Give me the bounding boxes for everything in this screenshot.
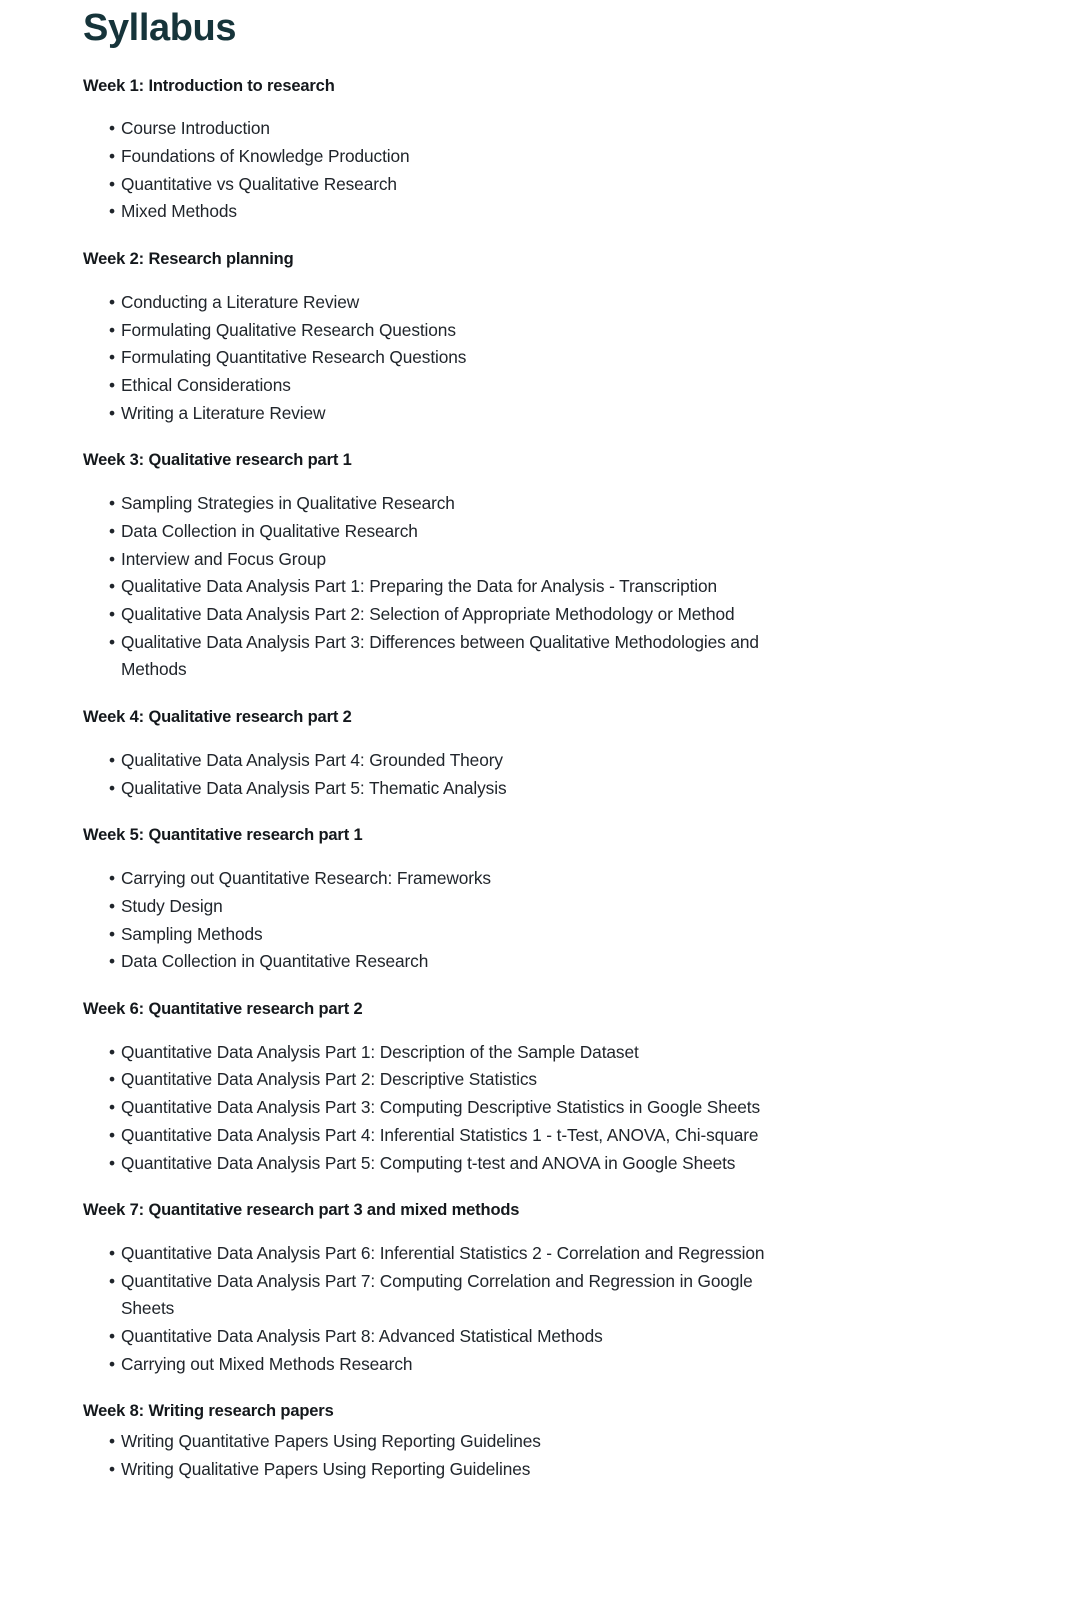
week-section [83, 53, 1065, 227]
list-item [83, 372, 783, 400]
week-topic-list [83, 98, 783, 226]
topic-label: Carrying out Quantitative Research: Frameworks [121, 868, 491, 889]
bullet-icon: • [109, 201, 115, 222]
bullet-icon: • [109, 1097, 115, 1118]
list-item [83, 344, 783, 372]
topic-label: Study Design [121, 895, 223, 916]
week-section [83, 1177, 1065, 1378]
list-item [83, 1456, 783, 1484]
topic-label: Quantitative Data Analysis Part 5: Computing t-test and ANOVA in Google Sheets [121, 1152, 736, 1173]
list-item [83, 775, 783, 803]
list-item [83, 1039, 783, 1067]
week-topic-list [83, 1022, 783, 1177]
list-item [83, 921, 783, 949]
topic-label: Qualitative Data Analysis Part 2: Selection of Appropriate Methodology or Method [121, 604, 735, 624]
list-item [83, 1428, 783, 1456]
bullet-icon: • [109, 173, 115, 194]
bullet-icon: • [109, 1459, 115, 1480]
list-item [83, 490, 783, 518]
topic-label: Qualitative Data Analysis Part 3: Differences between Qualitative Methodologies and Methods [121, 631, 759, 680]
topic-label: Writing a Literature Review [121, 402, 326, 423]
week-heading: Week 5: Quantitative research part 1 [83, 826, 363, 845]
topic-label: Course Introduction [121, 118, 270, 139]
list-item [83, 1323, 783, 1351]
list-item [83, 143, 783, 171]
list-item [83, 1066, 783, 1094]
topic-label: Interview and Focus Group [121, 548, 326, 569]
bullet-icon: • [109, 118, 115, 139]
topic-label: Conducting a Literature Review [121, 292, 360, 313]
bullet-icon: • [109, 1431, 115, 1452]
bullet-icon: • [109, 375, 115, 396]
bullet-icon: • [109, 520, 115, 541]
bullet-icon: • [109, 923, 115, 944]
topic-label: Ethical Considerations [121, 375, 291, 396]
list-item [83, 1122, 783, 1150]
bullet-icon: • [109, 146, 115, 167]
list-item [83, 317, 783, 345]
topic-label: Quantitative Data Analysis Part 8: Advanced Statistical Methods [121, 1326, 603, 1347]
list-item [83, 289, 783, 317]
bullet-icon: • [109, 749, 115, 770]
topic-label: Quantitative vs Qualitative Research [121, 173, 397, 194]
syllabus-week-list [83, 53, 1065, 1484]
bullet-icon: • [109, 1041, 115, 1062]
topic-label: Mixed Methods [121, 201, 237, 222]
list-item [83, 629, 783, 684]
list-item [83, 948, 783, 976]
week-section [83, 684, 1065, 802]
list-item [83, 115, 783, 143]
topic-label: Quantitative Data Analysis Part 7: Computing Correlation and Regression in Google Sheets [121, 1270, 753, 1319]
bullet-icon: • [109, 1243, 115, 1264]
bullet-icon: • [109, 604, 115, 624]
bullet-icon: • [109, 777, 115, 798]
bullet-icon: • [109, 1124, 115, 1145]
topic-label: Quantitative Data Analysis Part 6: Inferential Statistics 2 - Correlation and Regression [121, 1243, 765, 1264]
week-topic-list [83, 1223, 783, 1378]
bullet-icon: • [109, 1353, 115, 1374]
topic-label: Quantitative Data Analysis Part 4: Inferential Statistics 1 - t-Test, ANOVA, Chi-square [121, 1124, 759, 1145]
list-item [83, 601, 783, 629]
list-item [83, 518, 783, 546]
topic-label: Carrying out Mixed Methods Research [121, 1353, 413, 1374]
topic-label: Writing Qualitative Papers Using Reporting Guidelines [121, 1459, 531, 1480]
topic-label: Sampling Methods [121, 923, 263, 944]
topic-label: Data Collection in Quantitative Research [121, 951, 429, 972]
list-item [83, 893, 783, 921]
topic-label: Formulating Quantitative Research Questions [121, 347, 467, 368]
bullet-icon: • [109, 868, 115, 889]
week-heading: Week 1: Introduction to research [83, 76, 335, 95]
week-section [83, 226, 1065, 427]
week-topic-list [83, 730, 783, 802]
page-title: Syllabus [83, 7, 237, 49]
week-section [83, 802, 1065, 976]
bullet-icon: • [109, 1270, 115, 1291]
bullet-icon: • [109, 319, 115, 340]
list-item [83, 1268, 783, 1323]
week-section [83, 976, 1065, 1177]
week-heading: Week 6: Quantitative research part 2 [83, 999, 363, 1018]
topic-label: Foundations of Knowledge Production [121, 146, 410, 167]
bullet-icon: • [109, 548, 115, 569]
week-section [83, 1378, 1065, 1483]
list-item [83, 546, 783, 574]
topic-label: Data Collection in Qualitative Research [121, 520, 418, 541]
bullet-icon: • [109, 1152, 115, 1173]
topic-label: Qualitative Data Analysis Part 4: Grounded Theory [121, 749, 503, 770]
week-topic-list [83, 272, 783, 427]
topic-label: Qualitative Data Analysis Part 1: Preparing the Data for Analysis - Transcription [121, 576, 718, 597]
bullet-icon: • [109, 402, 115, 423]
list-item [83, 747, 783, 775]
bullet-icon: • [109, 292, 115, 313]
topic-label: Quantitative Data Analysis Part 2: Descriptive Statistics [121, 1069, 537, 1090]
topic-label: Qualitative Data Analysis Part 5: Thematic Analysis [121, 777, 507, 798]
week-heading: Week 2: Research planning [83, 250, 294, 269]
list-item [83, 865, 783, 893]
bullet-icon: • [109, 493, 115, 514]
list-item [83, 1094, 783, 1122]
week-topic-list [83, 1424, 783, 1483]
week-section [83, 427, 1065, 684]
bullet-icon: • [109, 951, 115, 972]
topic-label: Writing Quantitative Papers Using Reporting Guidelines [121, 1431, 541, 1452]
list-item [83, 198, 783, 226]
bullet-icon: • [109, 895, 115, 916]
topic-label: Quantitative Data Analysis Part 1: Description of the Sample Dataset [121, 1041, 639, 1062]
bullet-icon: • [109, 1326, 115, 1347]
week-topic-list [83, 473, 783, 684]
list-item [83, 1240, 783, 1268]
list-item [83, 400, 783, 428]
week-topic-list [83, 848, 783, 976]
bullet-icon: • [109, 1069, 115, 1090]
week-heading: Week 7: Quantitative research part 3 and mixed methods [83, 1201, 520, 1220]
list-item [83, 171, 783, 199]
topic-label: Formulating Qualitative Research Questions [121, 319, 456, 340]
week-heading: Week 3: Qualitative research part 1 [83, 451, 352, 470]
topic-label: Sampling Strategies in Qualitative Research [121, 493, 455, 514]
topic-label: Quantitative Data Analysis Part 3: Computing Descriptive Statistics in Google Sheets [121, 1097, 760, 1118]
week-heading: Week 4: Qualitative research part 2 [83, 708, 352, 727]
list-item [83, 573, 783, 601]
bullet-icon: • [109, 347, 115, 368]
week-heading: Week 8: Writing research papers [83, 1402, 334, 1421]
bullet-icon: • [109, 576, 115, 597]
list-item [83, 1351, 783, 1379]
bullet-icon: • [109, 631, 115, 652]
list-item [83, 1150, 783, 1178]
